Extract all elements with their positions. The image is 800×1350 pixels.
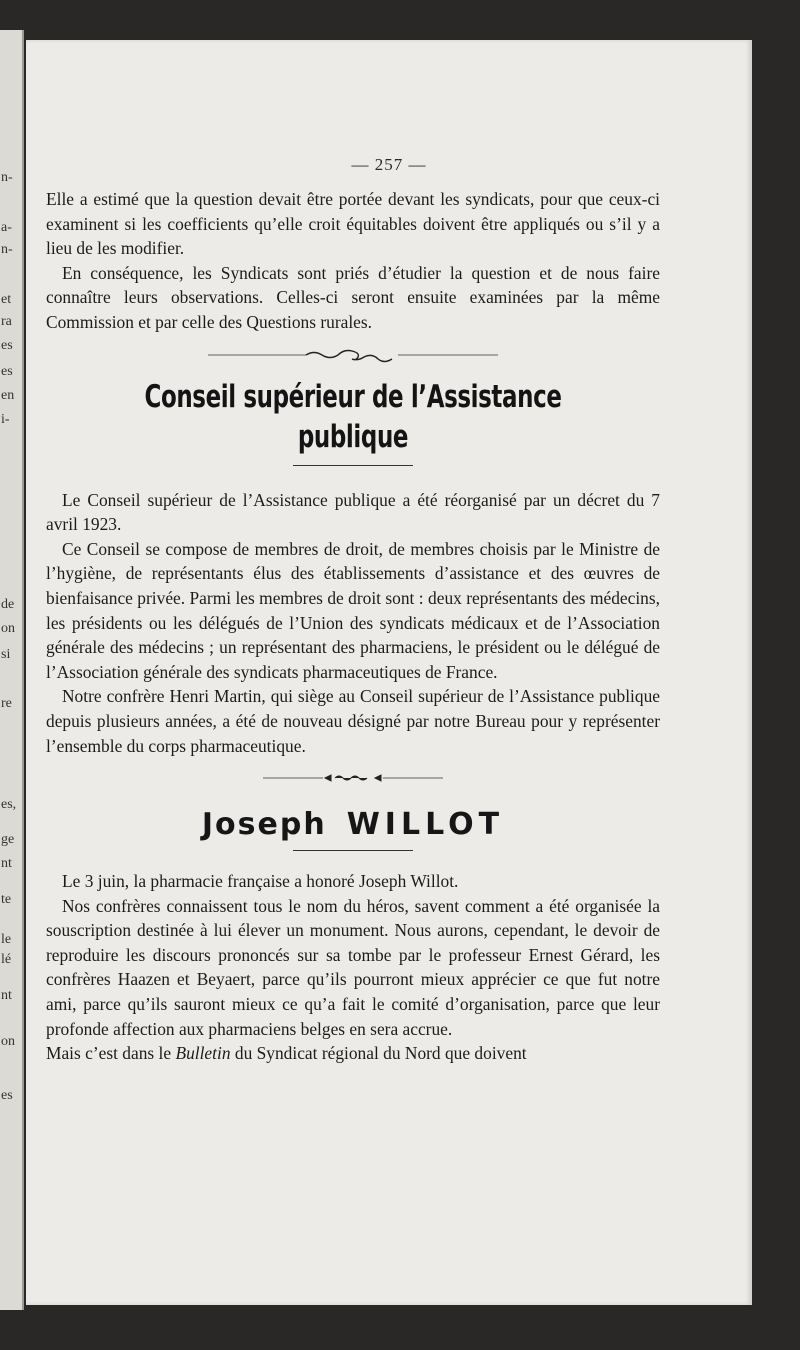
margin-fragment: en: [1, 388, 15, 403]
margin-fragment: nt: [1, 988, 12, 1003]
margin-fragment: ra: [1, 314, 12, 329]
margin-fragment: nt: [1, 856, 12, 871]
willot-paragraph-2: Nos confrères connaissent tous le nom du héros, savent comment a été organisée la souscription destinée à lui élever un monument. Nous aurons, cependant, le devoir de reproduire les discours prononcés sur sa tombe par le professeur Ernest Gérard, les confrères Haazen et Beyaert, parce qu’ils pourront mieux apprécier ce que fut notre ami, parce qu’ils sauront mieux ce qu’a fait le comité d’organisation, parce que leur profonde affection aux pharmaciens belges en sera accrue.: [46, 895, 660, 1039]
willot-title-last: WILLOT: [346, 807, 505, 843]
assistance-paragraph-1: Le Conseil supérieur de l’Assistance publique a été réorganisé par un décret du 7 avril 1923.: [46, 489, 660, 535]
margin-fragment: re: [1, 696, 12, 711]
margin-fragment: on: [1, 1034, 15, 1049]
margin-fragment: le: [1, 932, 12, 947]
margin-fragment: et: [1, 292, 12, 307]
margin-fragment: te: [1, 892, 12, 907]
margin-fragment: es: [1, 338, 13, 353]
small-ornament-divider: [263, 772, 443, 784]
margin-fragment: es: [1, 364, 13, 379]
margin-fragment: on: [1, 621, 15, 636]
title-underline: [293, 465, 413, 466]
section-title-assistance: Conseil supérieur de l’Assistance publique: [144, 378, 562, 455]
last-line-end: du Syndicat régional du Nord que doivent: [234, 1043, 527, 1064]
margin-fragment: si: [1, 647, 11, 662]
willot-last-line: [46, 1041, 660, 1066]
assistance-paragraph-2: Ce Conseil se compose de membres de droit, de membres choisis par le Ministre de l’hygiène, de représentants élus des établissements d’assistance et des œuvres de bienfaisance privée. Parmi les membres de droit sont : deux représentants des médecins, les présidents ou les délégués de l’Union des syndicats médicaux et de l’Association générale des médecins ; un représentant des pharmaciens, le président ou le délégué de l’Association générale des syndicats pharmaceutiques de France.: [46, 538, 660, 682]
title-underline-willot: [293, 850, 413, 851]
willot-title-first: Joseph: [201, 807, 327, 843]
margin-fragment: es: [1, 1088, 13, 1103]
margin-fragment: es,: [1, 797, 17, 812]
intro-paragraph-2: En conséquence, les Syndicats sont priés d’étudier la question et de nous faire connaître leurs observations. Celles-ci seront ensuite examinées par la même Commission et par celle des Questions rurales.: [46, 262, 660, 332]
margin-fragment: lé: [1, 952, 12, 967]
page-number: — 257 —: [351, 155, 427, 174]
margin-fragment: a-: [1, 220, 12, 235]
margin-fragment: i-: [1, 412, 10, 427]
ornament-divider: [208, 347, 498, 363]
book-page: [26, 40, 752, 1305]
last-line-start: Mais c’est dans le: [46, 1043, 172, 1064]
assistance-paragraph-3: Notre confrère Henri Martin, qui siège au Conseil supérieur de l’Assistance publique depuis plusieurs années, a été de nouveau désigné par notre Bureau pour y représenter l’ensemble du corps pharmaceutique.: [46, 686, 660, 756]
margin-fragment: ge: [1, 832, 15, 847]
previous-page-edge: [0, 30, 24, 1310]
section-title-willot: [46, 806, 660, 844]
page-content: [46, 187, 660, 1066]
margin-fragment: n-: [1, 242, 13, 257]
intro-paragraph-1: Elle a estimé que la question devait être portée devant les syndicats, pour que ceux-ci examinent si les coefficients qu’elle croit équitables doivent être appliqués ou s’il y a lieu de les modifier.: [46, 189, 660, 259]
willot-paragraph-1: Le 3 juin, la pharmacie française a honoré Joseph Willot.: [62, 871, 459, 892]
margin-fragment: de: [1, 597, 15, 612]
margin-fragment: n-: [1, 170, 13, 185]
bulletin-italic: Bulletin: [175, 1043, 231, 1064]
